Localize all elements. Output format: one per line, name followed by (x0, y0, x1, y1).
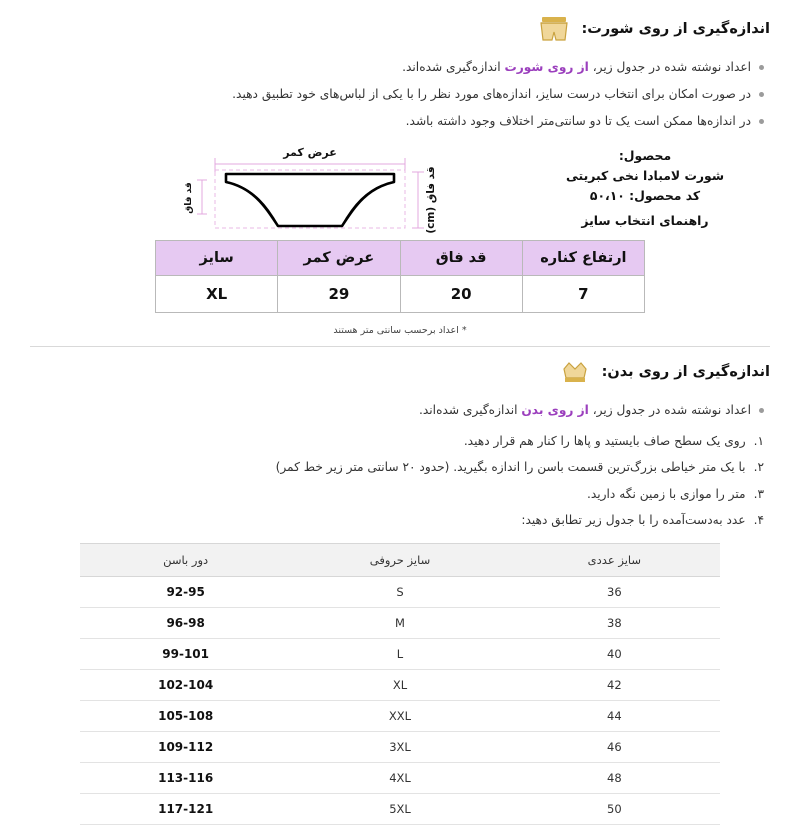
svg-text:قد فاق (cm): قد فاق (cm) (425, 165, 437, 234)
table-row (156, 275, 645, 312)
cell-letter-size: S (291, 577, 508, 608)
cell-hip: 109-112 (80, 732, 291, 763)
cell-letter-size: M (291, 608, 508, 639)
svg-text:عرض کمر: عرض کمر (283, 145, 337, 159)
cell-letter-size: 5XL (291, 794, 508, 825)
step-text: با یک متر خیاطی بزرگ‌ترین قسمت باسن را اندازه بگیرید. (حدود ۲۰ سانتی متر زیر خط کمر) (275, 460, 746, 475)
table-header-row (80, 544, 720, 577)
section1-bullets (30, 54, 770, 136)
step-text: عدد به‌دست‌آمده را با جدول زیر تطابق دهید: (521, 512, 746, 527)
table-row (80, 794, 720, 825)
table-row (80, 670, 720, 701)
list-item (30, 54, 770, 81)
cell-letter-size: XXL (291, 701, 508, 732)
cell-numeric-size: 36 (509, 577, 720, 608)
step-text: روی یک سطح صاف بایستید و پاها را کنار هم قرار دهید. (463, 433, 746, 448)
col-header-letter-size: سایز حروفی (291, 544, 508, 577)
col-header-size: سایز (156, 240, 278, 275)
cell-numeric-size: 46 (509, 732, 720, 763)
bullet-text: در اندازه‌ها ممکن است یک تا دو سانتی‌متر اختلاف وجود داشته باشد. (405, 114, 751, 129)
cell-numeric-size: 38 (509, 608, 720, 639)
list-item (30, 108, 770, 135)
cell-letter-size: XL (291, 670, 508, 701)
table-row (80, 639, 720, 670)
section2-bullets (30, 397, 770, 424)
cell-hip: 113-116 (80, 763, 291, 794)
product-code: کد محصول: ۵۰،۱۰ (589, 188, 701, 204)
cell-numeric-size: 40 (509, 639, 720, 670)
list-item (30, 81, 770, 108)
product-label: محصول: (618, 147, 672, 163)
step-text: متر را موازی با زمین نگه دارید. (587, 486, 746, 501)
cell-numeric-size: 42 (509, 670, 720, 701)
bullet-dot (759, 408, 764, 413)
list-item (30, 397, 770, 424)
cell-rise: 20 (400, 275, 522, 312)
size-guide-title: راهنمای انتخاب سایز (581, 212, 709, 228)
section1-header (30, 14, 770, 44)
cell-numeric-size: 50 (509, 794, 720, 825)
cell-waist: 29 (278, 275, 400, 312)
section1-title: اندازه‌گیری از روی شورت: (581, 21, 770, 37)
bullet-dot (759, 119, 764, 124)
table-row (80, 608, 720, 639)
cell-numeric-size: 44 (509, 701, 720, 732)
section-body-measurement (0, 347, 800, 825)
step-number: ۲. (753, 460, 764, 475)
cell-letter-size: 3XL (291, 732, 508, 763)
body-size-table (80, 543, 720, 825)
cell-hip: 96-98 (80, 608, 291, 639)
diagram-and-product (30, 142, 770, 234)
bullet-text: اعداد نوشته شده در جدول زیر، از روی بدن اندازه‌گیری شده‌اند. (419, 402, 751, 417)
svg-text:قد فاق: قد فاق (184, 181, 194, 214)
shorts-icon (537, 14, 571, 44)
cell-letter-size: 4XL (291, 763, 508, 794)
list-item (30, 454, 770, 480)
list-item (30, 481, 770, 507)
col-header-waist: عرض کمر (278, 240, 400, 275)
cell-hip: 92-95 (80, 577, 291, 608)
measurement-steps (30, 428, 770, 534)
cell-hip: 105-108 (80, 701, 291, 732)
col-header-numeric-size: سایز عددی (509, 544, 720, 577)
units-note: * اعداد برحسب سانتی متر هستند (333, 324, 467, 336)
bullet-text: اعداد نوشته شده در جدول زیر، از روی شورت اندازه‌گیری شده‌اند. (402, 60, 751, 74)
underwear-diagram (30, 142, 520, 234)
list-item (30, 428, 770, 454)
section-shorts-measurement (0, 0, 800, 336)
bullet-dot (759, 65, 764, 70)
product-info (520, 142, 770, 232)
table-row (80, 732, 720, 763)
list-item (30, 507, 770, 533)
cell-numeric-size: 48 (509, 763, 720, 794)
col-header-hip: دور باسن (80, 544, 291, 577)
col-header-side-height: ارتفاع کناره (522, 240, 644, 275)
cell-letter-size: L (291, 639, 508, 670)
cell-hip: 117-121 (80, 794, 291, 825)
step-number: ۴. (753, 512, 764, 527)
cell-hip: 102-104 (80, 670, 291, 701)
product-name: شورت لامبادا نخی کبریتی (565, 167, 725, 183)
cell-size: XL (156, 275, 278, 312)
col-header-rise: قد فاق (400, 240, 522, 275)
bullet-dot (759, 92, 764, 97)
table-row (80, 763, 720, 794)
table-row (80, 701, 720, 732)
bullet-text: در صورت امکان برای انتخاب درست سایز، اندازه‌های مورد نظر را با یکی از لباس‌های خود تطبیق دهید. (232, 87, 751, 102)
step-number: ۳. (753, 486, 764, 501)
size-table (155, 240, 645, 313)
section2-title: اندازه‌گیری از روی بدن: (601, 363, 770, 380)
table-row (80, 577, 720, 608)
table-header-row (156, 240, 645, 275)
section2-header (30, 357, 770, 387)
step-number: ۱. (753, 433, 764, 448)
cell-hip: 99-101 (80, 639, 291, 670)
crown-body-icon (558, 357, 592, 387)
cell-side-height: 7 (522, 275, 644, 312)
